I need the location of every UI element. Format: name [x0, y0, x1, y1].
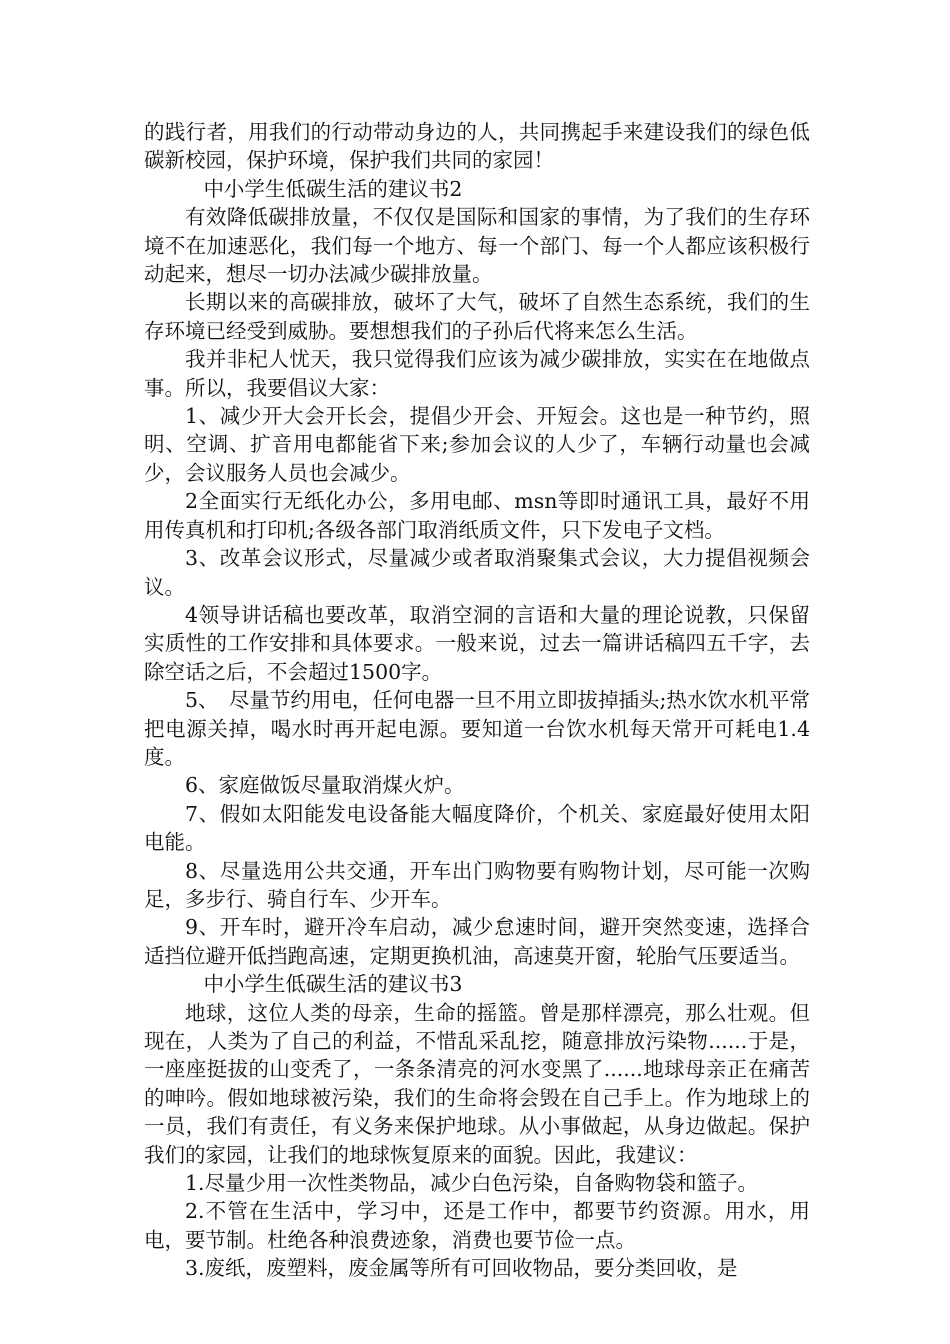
section-heading-2: 中小学生低碳生活的建议书2	[203, 176, 463, 201]
paragraph: 长期以来的高碳排放，破坏了大气，破坏了自然生态系统，我们的生存环境已经受到威胁。要想想我们的子孙后代将来怎么生活。	[144, 290, 810, 343]
list-item-9: 9、开车时，避开冷车启动，减少怠速时间，避开突然变速，选择合适挡位避开低挡跑高速，定期更换机油，高速莫开窗，轮胎气压要适当。	[144, 915, 810, 968]
paragraph: 地球，这位人类的母亲，生命的摇篮。曾是那样漂亮，那么壮观。但现在，人类为了自己的利益，不惜乱采乱挖，随意排放污染物......于是，一座座挺拔的山变秃了，一条条清亮的河水变黑了......地球母亲正在痛苦的呻吟。假如地球被污染，我们的生命将会毁在自己手上。作为地球上的一员，我们有责任，有义务来保护地球。从小事做起，从身边做起。保护我们的家园，让我们的地球恢复原来的面貌。因此，我建议：	[144, 1000, 810, 1167]
paragraph: 我并非杞人忧天，我只觉得我们应该为减少碳排放，实实在在地做点事。所以，我要倡议大家：	[144, 347, 810, 400]
list-item-8: 8、尽量选用公共交通，开车出门购物要有购物计划，尽可能一次购足，多步行、骑自行车、少开车。	[144, 858, 810, 911]
suggestion-item-2: 2.不管在生活中，学习中，还是工作中，都要节约资源。用水，用电，要节制。杜绝各种浪费迹象，消费也要节俭一点。	[144, 1199, 810, 1252]
list-item-4: 4领导讲话稿也要改革，取消空洞的言语和大量的理论说教，只保留实质性的工作安排和具体要求。一般来说，过去一篇讲话稿四五千字，去除空话之后，不会超过1500字。	[144, 602, 810, 684]
document-page	[144, 118, 810, 1283]
list-item-3: 3、改革会议形式，尽量减少或者取消聚集式会议，大力提倡视频会议。	[144, 546, 810, 599]
list-item-6: 6、家庭做饭尽量取消煤火炉。	[185, 773, 465, 798]
list-item-1: 1、减少开大会开长会，提倡少开会、开短会。这也是一种节约，照明、空调、扩音用电都能省下来;参加会议的人少了，车辆行动量也会减少，会议服务人员也会减少。	[144, 404, 810, 485]
suggestion-item-3: 3.废纸，废塑料，废金属等所有可回收物品，要分类回收，是	[185, 1256, 738, 1281]
list-item-5: 5、 尽量节约用电，任何电器一旦不用立即拔掉插头;热水饮水机平常把电源关掉，喝水时再开起电源。要知道一台饮水机每天常开可耗电1.4度。	[144, 688, 810, 769]
paragraph-continuation: 的践行者，用我们的行动带动身边的人，共同携起手来建设我们的绿色低碳新校园，保护环境，保护我们共同的家园！	[144, 120, 810, 173]
suggestion-item-1: 1.尽量少用一次性类物品，减少白色污染，自备购物袋和篮子。	[185, 1171, 759, 1196]
section-heading-3: 中小学生低碳生活的建议书3	[203, 972, 463, 997]
list-item-7: 7、假如太阳能发电设备能大幅度降价，个机关、家庭最好使用太阳电能。	[144, 801, 810, 855]
list-item-2: 2全面实行无纸化办公，多用电邮、msn等即时通讯工具，最好不用用传真机和打印机;各级各部门取消纸质文件，只下发电子文档。	[144, 489, 810, 542]
paragraph: 有效降低碳排放量，不仅仅是国际和国家的事情，为了我们的生存环境不在加速恶化，我们每一个地方、每一个部门、每一个人都应该积极行动起来，想尽一切办法减少碳排放量。	[144, 205, 810, 287]
